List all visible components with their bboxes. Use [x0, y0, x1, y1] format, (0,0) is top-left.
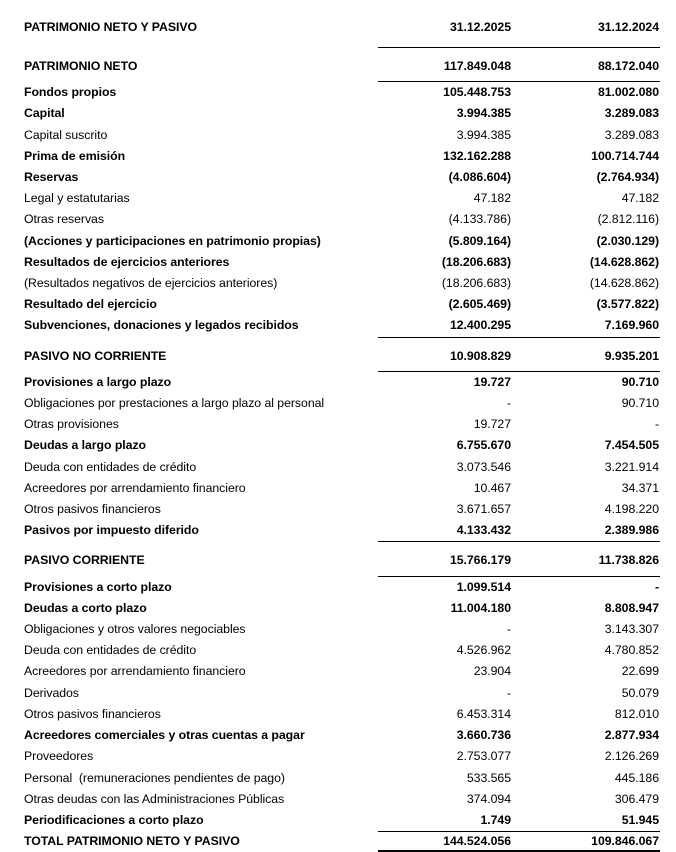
row-value-period-2: 90.710 [621, 374, 659, 389]
table-row [24, 683, 659, 704]
row-value-period-2: 8.808.947 [604, 600, 659, 615]
row-value-period-2: 34.371 [621, 480, 659, 495]
row-value-period-1: 3.994.385 [456, 106, 511, 121]
row-value-period-2: 445.186 [614, 770, 659, 785]
row-value-period-2: 7.169.960 [604, 318, 659, 333]
row-label: Personal (remuneraciones pendientes de pago) [24, 770, 285, 785]
row-label: (Resultados negativos de ejercicios anteriores) [24, 276, 278, 291]
row-value-period-2: 3.221.914 [604, 459, 659, 474]
row-label: PATRIMONIO NETO [24, 59, 138, 73]
row-value-period-2: 90.710 [621, 396, 659, 411]
table-row [24, 435, 659, 456]
row-value-period-2: (14.628.862) [589, 276, 659, 291]
table-row [24, 414, 659, 435]
table-row [24, 125, 659, 146]
row-label: Resultados de ejercicios anteriores [24, 254, 230, 269]
table-row [24, 831, 659, 852]
row-value-period-2: 88.172.040 [511, 47, 659, 82]
row-value-period-1: 10.467 [473, 480, 511, 495]
row-value-period-1: 3.660.736 [456, 728, 511, 743]
row-value-period-2: 2.877.934 [604, 728, 659, 743]
row-label: PASIVO CORRIENTE [24, 553, 145, 568]
row-value-period-2: 47.182 [621, 191, 659, 206]
table-row [24, 252, 659, 273]
table-row [24, 640, 659, 661]
row-value-period-1: 11.004.180 [450, 600, 511, 615]
row-value-period-1: (4.133.786) [448, 212, 511, 227]
row-value-period-2: 4.780.852 [604, 643, 659, 658]
row-value-period-1: (4.086.604) [448, 170, 511, 185]
row-value-period-1: 23.904 [473, 664, 511, 679]
row-value-period-1: 2.753.077 [456, 749, 511, 764]
row-value-period-1: 105.448.753 [443, 85, 511, 100]
row-label: Reservas [24, 170, 79, 185]
row-label: (Acciones y participaciones en patrimonio propias) [24, 233, 321, 248]
row-value-period-1: 6.453.314 [456, 706, 511, 721]
row-label: Fondos propios [24, 85, 117, 100]
row-value-period-2: 2.126.269 [604, 749, 659, 764]
table-row [24, 810, 659, 831]
row-label: Resultado del ejercicio [24, 297, 157, 312]
row-value-period-1: 6.755.670 [456, 438, 511, 453]
row-value-period-1: 47.182 [473, 191, 511, 206]
row-value-period-2: 7.454.505 [604, 438, 659, 453]
table-row [24, 231, 659, 252]
row-value-period-2: 812.010 [614, 706, 659, 721]
row-value-period-1: 144.524.056 [382, 831, 511, 852]
table-row [24, 315, 659, 336]
row-label: Otras provisiones [24, 417, 119, 432]
row-value-period-1: 4.133.432 [456, 523, 511, 538]
table-row [24, 619, 659, 640]
row-label: Otras reservas [24, 212, 104, 227]
row-label: Provisiones a corto plazo [24, 579, 172, 594]
row-value-period-1: 19.727 [473, 417, 511, 432]
row-value-period-2: 3.143.307 [604, 622, 659, 637]
row-value-period-1: - [506, 396, 511, 411]
row-label: Obligaciones por prestaciones a largo plazo al personal [24, 396, 325, 411]
row-value-period-2: (2.764.934) [596, 170, 659, 185]
table-row [24, 47, 659, 82]
row-value-period-1: 533.565 [466, 770, 511, 785]
table-row [24, 541, 659, 576]
table-row [24, 577, 659, 598]
table-row [24, 82, 659, 103]
row-label: Proveedores [24, 749, 94, 764]
row-value-period-1: 4.526.962 [456, 643, 511, 658]
row-value-period-1: 117.849.048 [382, 47, 511, 82]
row-label: Periodificaciones a corto plazo [24, 812, 204, 827]
column-header-period-2: 31.12.2024 [597, 20, 659, 34]
row-value-period-1: 12.400.295 [449, 318, 511, 333]
row-label: Acreedores por arrendamiento financiero [24, 664, 246, 679]
table-row [24, 789, 659, 810]
table-row [24, 704, 659, 725]
table-row [24, 661, 659, 682]
row-label: Pasivos por impuesto diferido [24, 523, 199, 538]
table-body [24, 47, 659, 852]
row-value-period-1: - [506, 622, 511, 637]
row-value-period-1: 132.162.288 [443, 148, 511, 163]
row-value-period-1: (2.605.469) [448, 297, 511, 312]
balance-sheet-table [24, 14, 659, 852]
row-value-period-2: 22.699 [621, 664, 659, 679]
header-row [24, 14, 659, 47]
table-row [24, 725, 659, 746]
row-label: Derivados [24, 685, 79, 700]
row-label: Deuda con entidades de crédito [24, 459, 197, 474]
table-row [24, 337, 659, 372]
table-row [24, 188, 659, 209]
row-label: Otros pasivos financieros [24, 706, 161, 721]
row-label: Deudas a corto plazo [24, 600, 147, 615]
table-row [24, 372, 659, 393]
row-label: Capital suscrito [24, 127, 108, 142]
table-row [24, 273, 659, 294]
row-value-period-1: (18.206.683) [441, 254, 511, 269]
row-value-period-2: - [654, 417, 659, 432]
row-value-period-1: 19.727 [473, 374, 511, 389]
table-row [24, 499, 659, 520]
row-label: Acreedores comerciales y otras cuentas a pagar [24, 728, 305, 743]
column-header-period-1: 31.12.2025 [449, 20, 511, 34]
table-row [24, 598, 659, 619]
row-value-period-2: (3.577.822) [596, 297, 659, 312]
table-row [24, 167, 659, 188]
row-value-period-1: 3.073.546 [456, 459, 511, 474]
row-value-period-2: 3.289.083 [604, 106, 659, 121]
table-row [24, 520, 659, 541]
row-value-period-1: 1.099.514 [456, 579, 511, 594]
row-label: Deuda con entidades de crédito [24, 643, 197, 658]
row-value-period-2: 51.945 [621, 812, 659, 827]
row-value-period-1: 374.094 [466, 791, 511, 806]
row-value-period-1: (5.809.164) [448, 233, 511, 248]
row-value-period-1: (18.206.683) [441, 276, 511, 291]
row-label: Subvenciones, donaciones y legados recibidos [24, 318, 299, 333]
table-row [24, 478, 659, 499]
row-label: PASIVO NO CORRIENTE [24, 348, 167, 363]
table-row [24, 103, 659, 124]
row-value-period-2: 109.846.067 [511, 831, 659, 852]
row-value-period-1: 10.908.829 [382, 337, 511, 372]
row-label: TOTAL PATRIMONIO NETO Y PASIVO [24, 834, 240, 849]
row-label: Capital [24, 106, 65, 121]
table-row [24, 209, 659, 230]
row-value-period-2: 9.935.201 [511, 337, 659, 372]
row-label: Otros pasivos financieros [24, 502, 161, 517]
row-value-period-1: 15.766.179 [382, 541, 511, 576]
row-value-period-2: (14.628.862) [589, 254, 659, 269]
row-value-period-1: - [506, 685, 511, 700]
row-value-period-1: 3.671.657 [456, 502, 511, 517]
row-label: Deudas a largo plazo [24, 438, 146, 453]
row-value-period-2: 11.738.826 [511, 541, 659, 576]
row-value-period-2: - [654, 579, 659, 594]
table-header [24, 14, 659, 47]
row-label: Obligaciones y otros valores negociables [24, 622, 246, 637]
row-value-period-2: 306.479 [614, 791, 659, 806]
table-row [24, 768, 659, 789]
row-label: Prima de emisión [24, 148, 126, 163]
row-value-period-1: 3.994.385 [456, 127, 511, 142]
table-row [24, 294, 659, 315]
row-value-period-2: 81.002.080 [597, 85, 659, 100]
row-value-period-2: 100.714.744 [591, 148, 659, 163]
row-value-period-1: 1.749 [480, 812, 511, 827]
table-row [24, 746, 659, 767]
row-label: Acreedores por arrendamiento financiero [24, 480, 246, 495]
row-value-period-2: 50.079 [621, 685, 659, 700]
row-label: Legal y estatutarias [24, 191, 130, 206]
row-value-period-2: 2.389.986 [604, 523, 659, 538]
statement-title: PATRIMONIO NETO Y PASIVO [24, 20, 198, 34]
row-value-period-2: 4.198.220 [604, 502, 659, 517]
row-value-period-2: (2.812.116) [597, 212, 659, 227]
table-row [24, 457, 659, 478]
row-value-period-2: 3.289.083 [604, 127, 659, 142]
row-value-period-2: (2.030.129) [596, 233, 659, 248]
table-row [24, 393, 659, 414]
row-label: Otras deudas con las Administraciones Públicas [24, 791, 285, 806]
row-label: Provisiones a largo plazo [24, 374, 172, 389]
table-row [24, 146, 659, 167]
